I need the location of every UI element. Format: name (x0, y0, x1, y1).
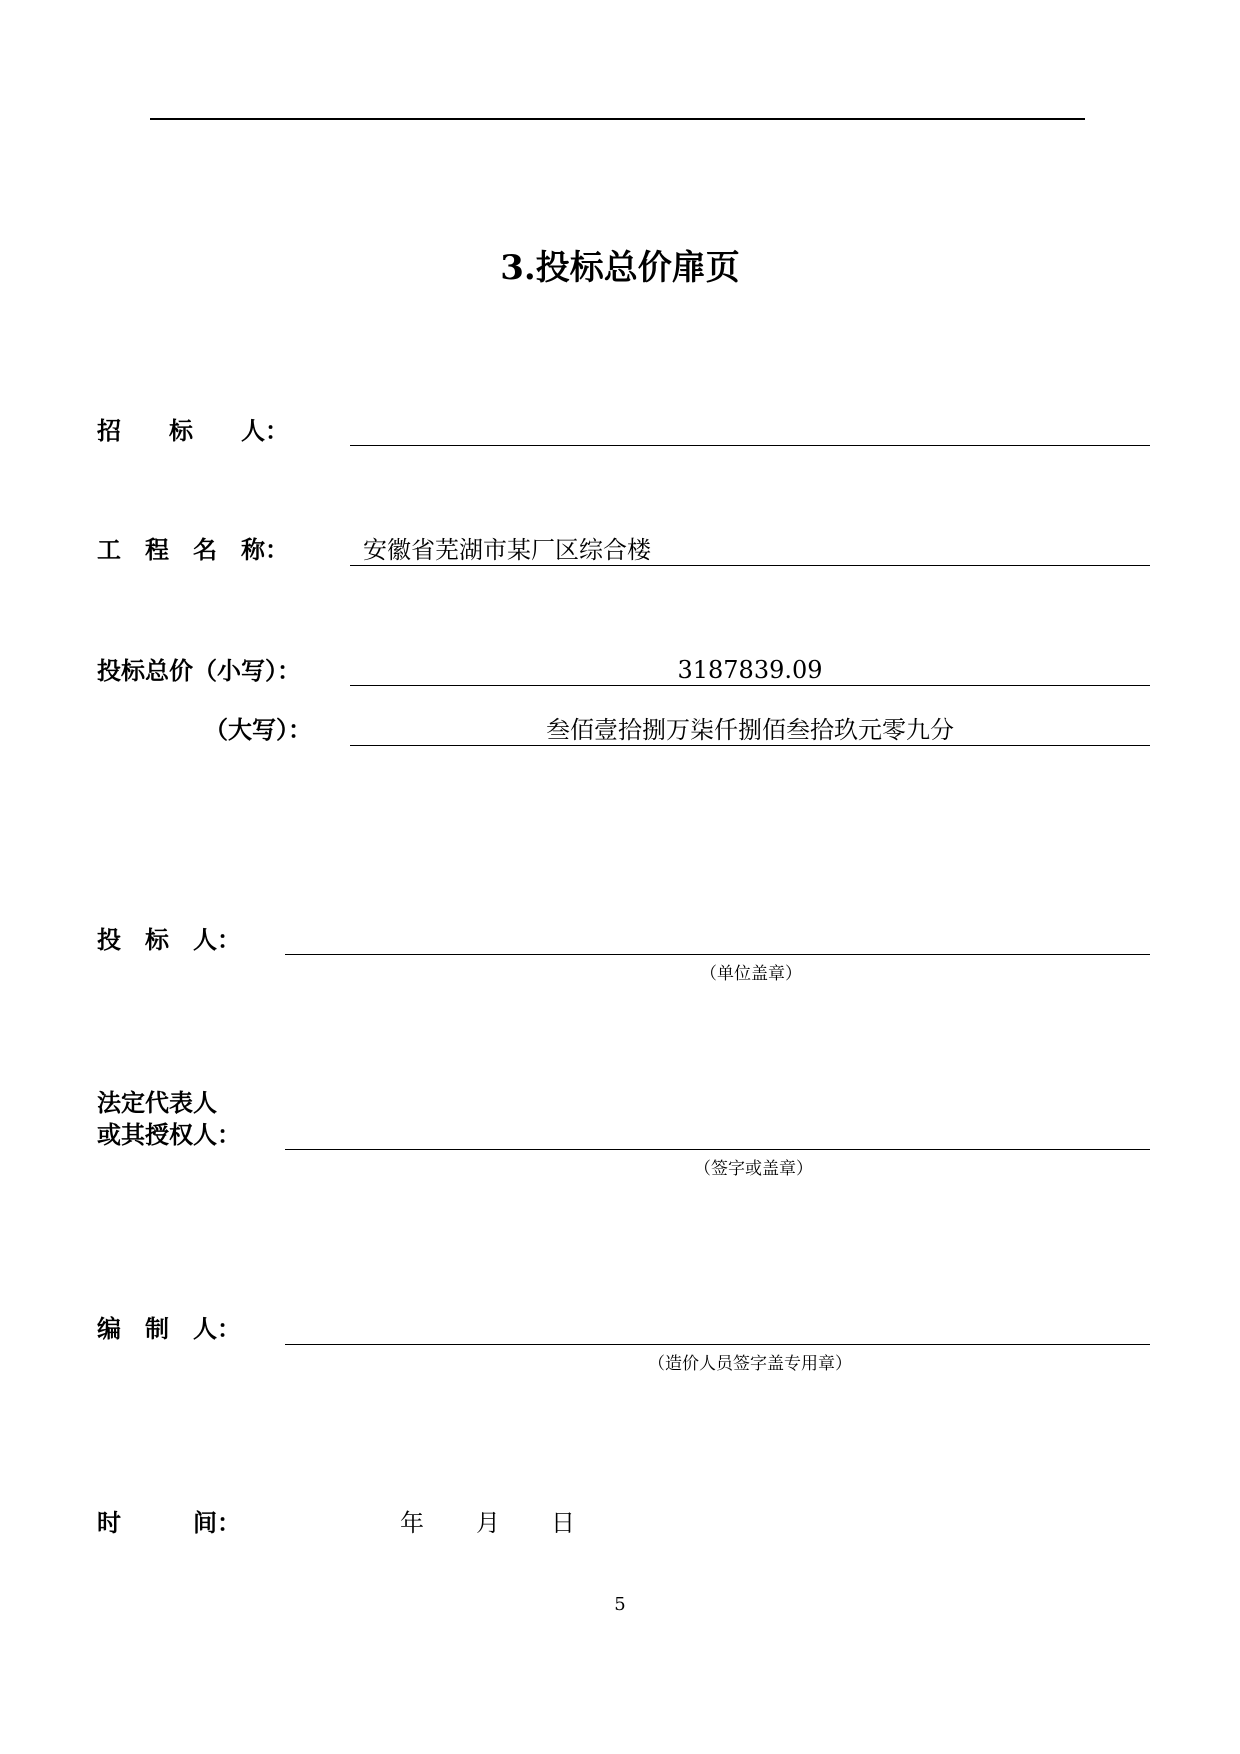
header-rule (150, 118, 1085, 120)
legal-rep-note: （签字或盖章） (694, 1159, 813, 1179)
date-day: 日 (551, 1509, 575, 1537)
compiler-note: （造价人员签字盖专用章） (648, 1354, 852, 1374)
compiler-underline (285, 1344, 1150, 1345)
project-name-underline (350, 565, 1150, 566)
price-big-value: 叁佰壹拾捌万柒仟捌佰叁拾玖元零九分 (546, 716, 954, 744)
project-name-label: 工 程 名 称： (97, 535, 289, 564)
price-small-underline (350, 685, 1150, 686)
compiler-label: 编 制 人： (97, 1314, 241, 1343)
time-label: 时 间： (97, 1508, 241, 1537)
bidder-underline (285, 954, 1150, 955)
bidder-note: （单位盖章） (700, 964, 802, 984)
price-big-label: （大写）： (204, 715, 312, 744)
tenderer-label: 招 标 人： (97, 416, 289, 445)
price-small-label: 投标总价（小写）： (97, 656, 301, 685)
legal-rep-underline (285, 1149, 1150, 1150)
date-year: 年 (400, 1509, 424, 1537)
legal-rep-label-line2: 或其授权人： (97, 1120, 241, 1149)
legal-rep-label-line1: 法定代表人 (97, 1088, 217, 1117)
price-small-value: 3187839.09 (677, 656, 823, 684)
page-title: 3.投标总价扉页 (500, 248, 740, 288)
page-number: 5 (614, 1594, 626, 1615)
project-name-value: 安徽省芜湖市某厂区综合楼 (363, 536, 651, 564)
date-month: 月 (476, 1509, 500, 1537)
tenderer-underline (350, 445, 1150, 446)
bidder-label: 投 标 人： (97, 925, 241, 954)
price-big-underline (350, 745, 1150, 746)
